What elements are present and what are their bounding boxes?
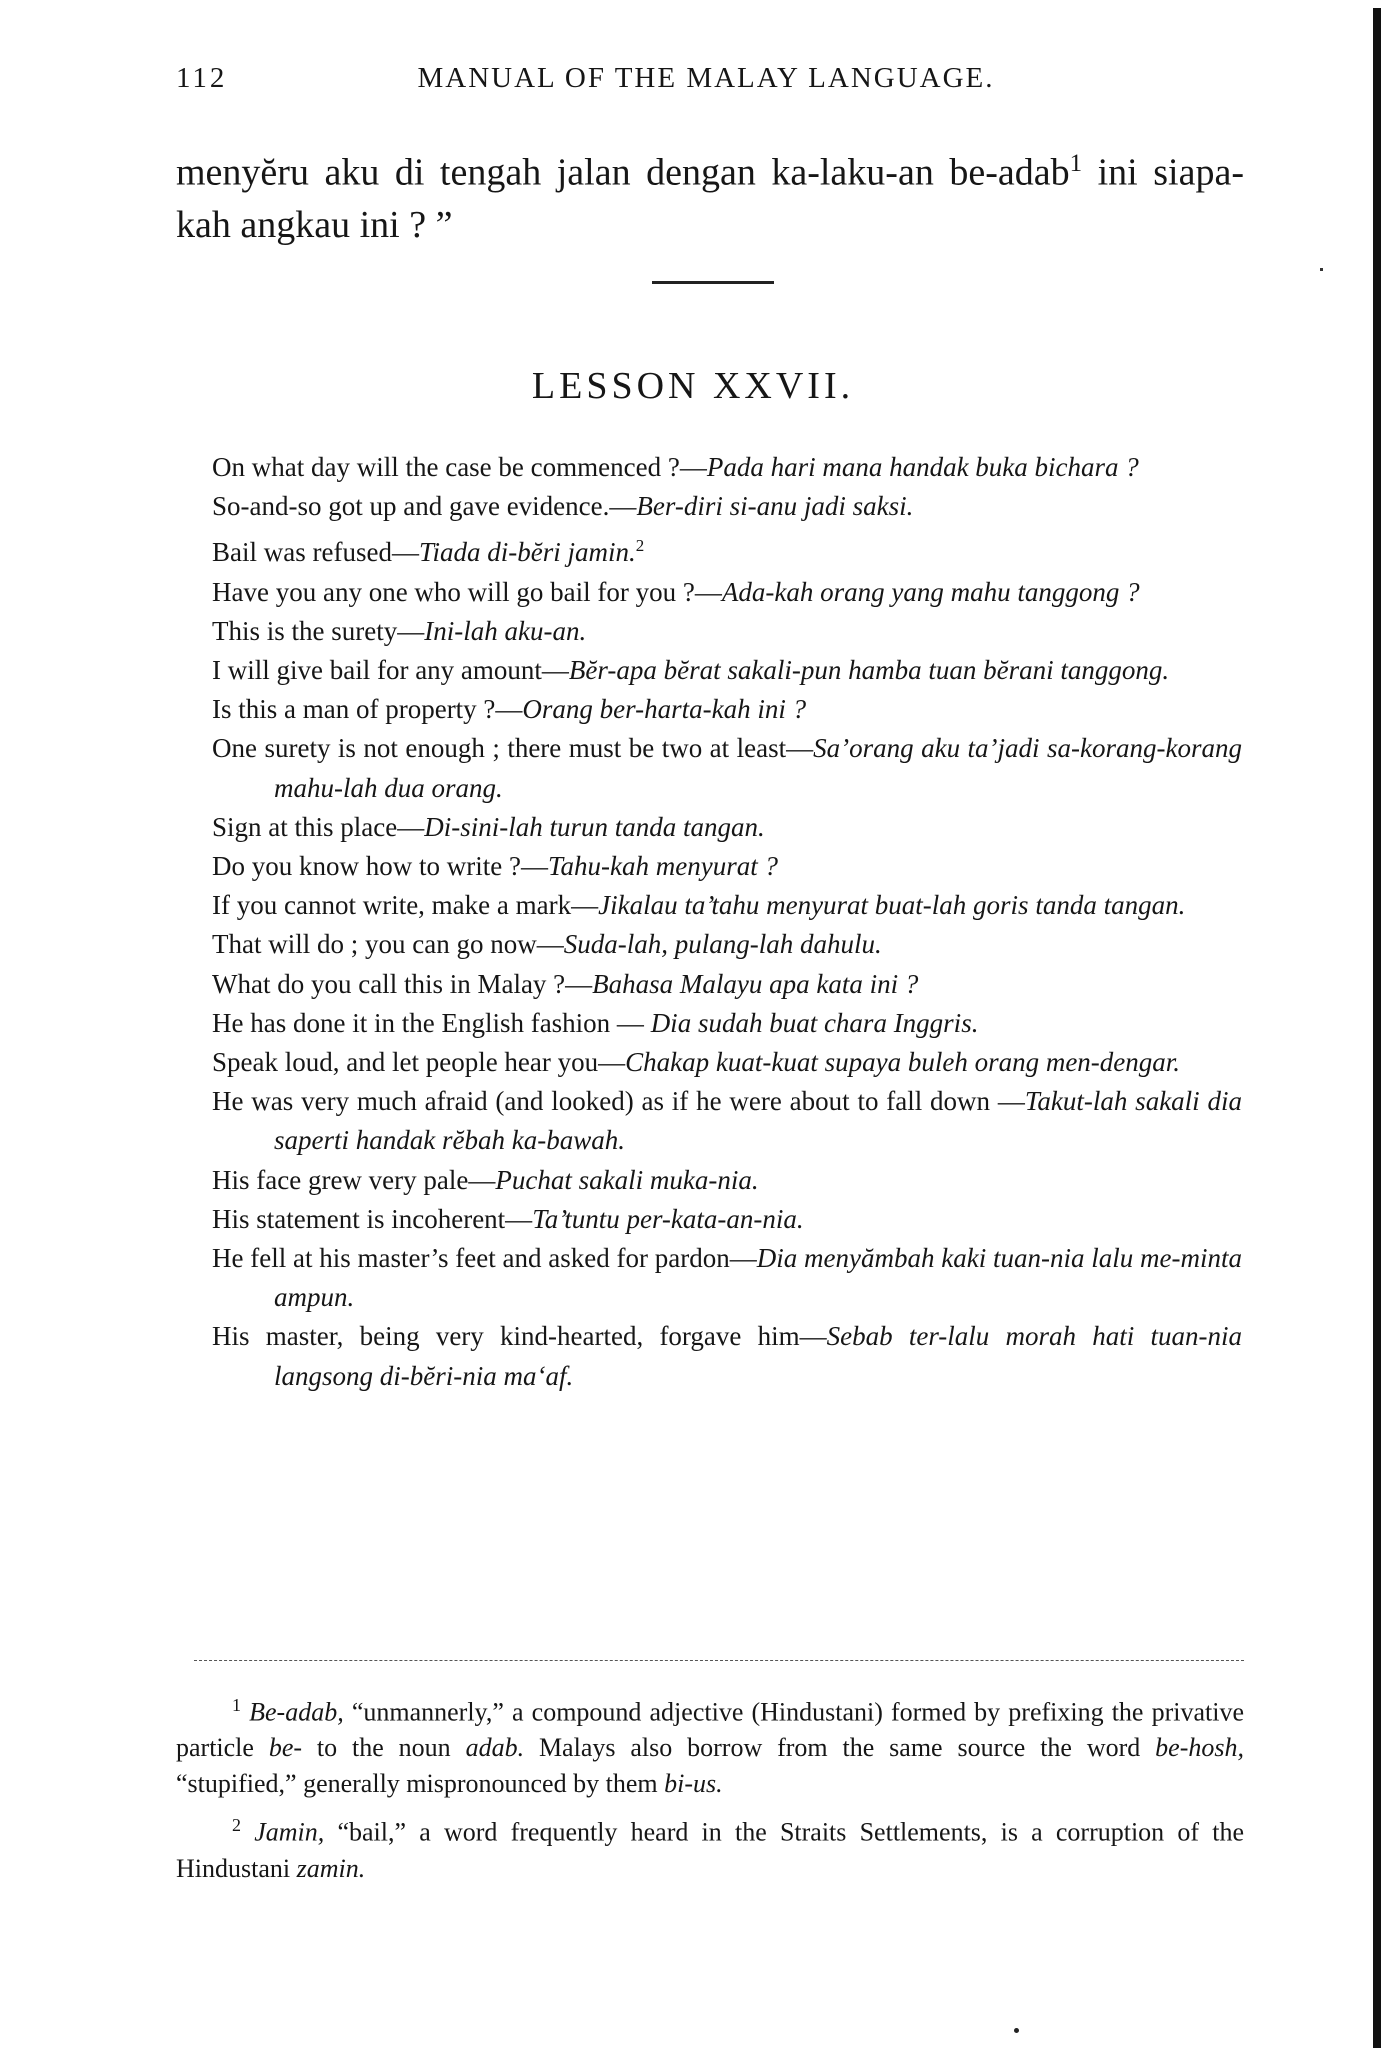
footnote-1 [176, 1688, 1244, 1802]
footnote-term: Jamin, [254, 1817, 325, 1847]
entry-malay: Bĕr-apa bĕrat sakali-pun hamba tuan bĕrani tanggong. [568, 655, 1170, 686]
footnote-text: to the noun [302, 1733, 466, 1763]
running-title: MANUAL OF THE MALAY LANGUAGE. [417, 62, 995, 94]
entry-pale [212, 1161, 1242, 1200]
entry-evidence [212, 487, 1242, 526]
entry-english: He fell at his master’s feet and asked for pardon— [212, 1243, 757, 1274]
footnote-italic: adab. [465, 1733, 525, 1763]
entry-speak-loud [212, 1043, 1242, 1082]
footnote-number: 2 [232, 1815, 241, 1836]
entry-english: So-and-so got up and gave evidence.— [212, 491, 637, 522]
entry-surety [212, 612, 1242, 651]
entry-malay: Sa’orang aku ta’jadi sa-korang-korang mahu-lah dua orang. [274, 733, 1243, 803]
entry-malay: Pada hari mana handak buka bichara ? [706, 452, 1139, 482]
footnote-number: 1 [232, 1695, 241, 1715]
footnote-text: “bail,” a word frequently heard in the Straits Settlements, is a corruption of the Hindustani [176, 1817, 1245, 1883]
footnote-2 [176, 1808, 1244, 1886]
entry-english: This is the surety— [212, 615, 425, 646]
lesson-entries [212, 448, 1242, 1396]
entry-english: One surety is not enough ; there must be two at least— [212, 733, 814, 764]
entry-malay: Jikalau ta’tahu menyurat buat-lah goris tanda tangan. [598, 890, 1186, 921]
entry-english: What do you call this in Malay ?— [212, 968, 593, 999]
lesson-heading: LESSON XXVII. [531, 365, 855, 407]
entry-commenced [212, 448, 1242, 487]
entry-malay: Bahasa Malayu apa kata ini ? [592, 968, 919, 999]
entry-go-now [212, 925, 1242, 964]
entry-english: Do you know how to write ?— [212, 851, 548, 882]
entry-english: Bail was refused— [212, 537, 419, 568]
footnote-term: Be-adab, [249, 1697, 344, 1727]
entry-property [212, 690, 1242, 729]
print-speck [1320, 268, 1323, 271]
entry-forgave [212, 1317, 1242, 1395]
page-edge-shadow [1373, 8, 1381, 2048]
footnote-italic: zamin. [296, 1853, 366, 1883]
footnote-italic: be-hosh, [1155, 1733, 1244, 1763]
entry-malay: Ini-lah aku-an. [424, 615, 587, 646]
entry-malay: Tiada di-bĕri jamin. [418, 537, 636, 568]
footnotes [176, 1688, 1244, 1886]
entry-write [212, 847, 1242, 886]
footnote-ref-2: 2 [635, 536, 645, 556]
footnote-text: Malays also borrow from the same source the word [524, 1733, 1156, 1763]
intro-text-end: ini siapa-kah angkau ini ? ” [176, 151, 1244, 246]
entry-english: I will give bail for any amount— [212, 655, 569, 686]
entry-english: Sign at this place— [212, 811, 425, 842]
entry-any-amount [212, 651, 1242, 690]
entry-malay: Dia menyămbah kaki tuan-nia lalu me-minta ampun. [274, 1243, 1243, 1313]
entry-english: His face grew very pale— [212, 1164, 496, 1195]
entry-english: His statement is incoherent— [212, 1203, 533, 1234]
entry-pardon [212, 1239, 1242, 1317]
entry-english: Is this a man of property ?— [212, 694, 523, 725]
entry-go-bail [212, 573, 1242, 612]
entry-english: That will do ; you can go now— [212, 929, 564, 960]
entry-malay: Takut-lah sakali dia saperti handak rĕbah ka-bawah. [274, 1086, 1242, 1156]
entry-english: Speak loud, and let people hear you— [212, 1047, 626, 1078]
entry-malay: Puchat sakali muka-nia. [495, 1164, 759, 1195]
entry-malay: Orang ber-harta-kah ini ? [522, 694, 807, 725]
entry-make-mark [212, 886, 1242, 925]
intro-paragraph [176, 138, 1244, 251]
entry-english: He was very much afraid (and looked) as if he were about to fall down — [212, 1086, 1025, 1117]
entry-malay: Chakap kuat-kuat supaya buleh orang men-dengar. [625, 1047, 1181, 1078]
footnote-text: “unmannerly,” a compound adjective (Hindustani) formed by prefixing the privative particle [176, 1697, 1244, 1763]
footnote-divider [194, 1660, 1244, 1661]
entry-in-malay [212, 965, 1242, 1004]
running-header [176, 62, 1236, 102]
entry-malay: Tahu-kah menyurat ? [547, 851, 778, 882]
footnote-italic: bi-us. [664, 1769, 723, 1799]
intro-text: menyĕru aku di tengah jalan dengan ka-laku-an be-adab [176, 151, 1070, 194]
entry-malay: Sebab ter-lalu morah hati tuan-nia langsong di-bĕri-nia ma‘af. [274, 1321, 1242, 1391]
entry-malay: Dia sudah buat chara Inggris. [650, 1007, 979, 1038]
entry-sign [212, 808, 1242, 847]
entry-malay: Ada-kah orang yang mahu tanggong ? [721, 576, 1140, 607]
entry-english: If you cannot write, make a mark— [212, 890, 599, 921]
print-mark [1014, 2028, 1019, 2033]
entry-two-sureties [212, 729, 1242, 807]
footnote-text: “stupified,” generally mispronounced by them [176, 1769, 665, 1799]
footnote-italic: be- [268, 1733, 303, 1763]
section-divider [652, 281, 774, 284]
entry-afraid [212, 1082, 1242, 1160]
entry-bail-refused [212, 526, 1242, 572]
page-number: 112 [176, 62, 228, 94]
entry-malay: Suda-lah, pulang-lah dahulu. [563, 929, 882, 960]
entry-english: Have you any one who will go bail for you ?— [212, 576, 722, 607]
entry-english-fashion [212, 1004, 1242, 1043]
entry-incoherent [212, 1200, 1242, 1239]
entry-malay: Ta’tuntu per-kata-an-nia. [532, 1203, 804, 1234]
entry-english: His master, being very kind-hearted, forgave him— [212, 1321, 827, 1352]
entry-english: On what day will the case be commenced ?— [212, 452, 707, 482]
entry-malay: Ber-diri si-anu jadi saksi. [636, 491, 914, 522]
entry-malay: Di-sini-lah turun tanda tangan. [424, 811, 765, 842]
footnote-ref-1: 1 [1069, 150, 1083, 177]
entry-english: He has done it in the English fashion — [212, 1007, 651, 1038]
